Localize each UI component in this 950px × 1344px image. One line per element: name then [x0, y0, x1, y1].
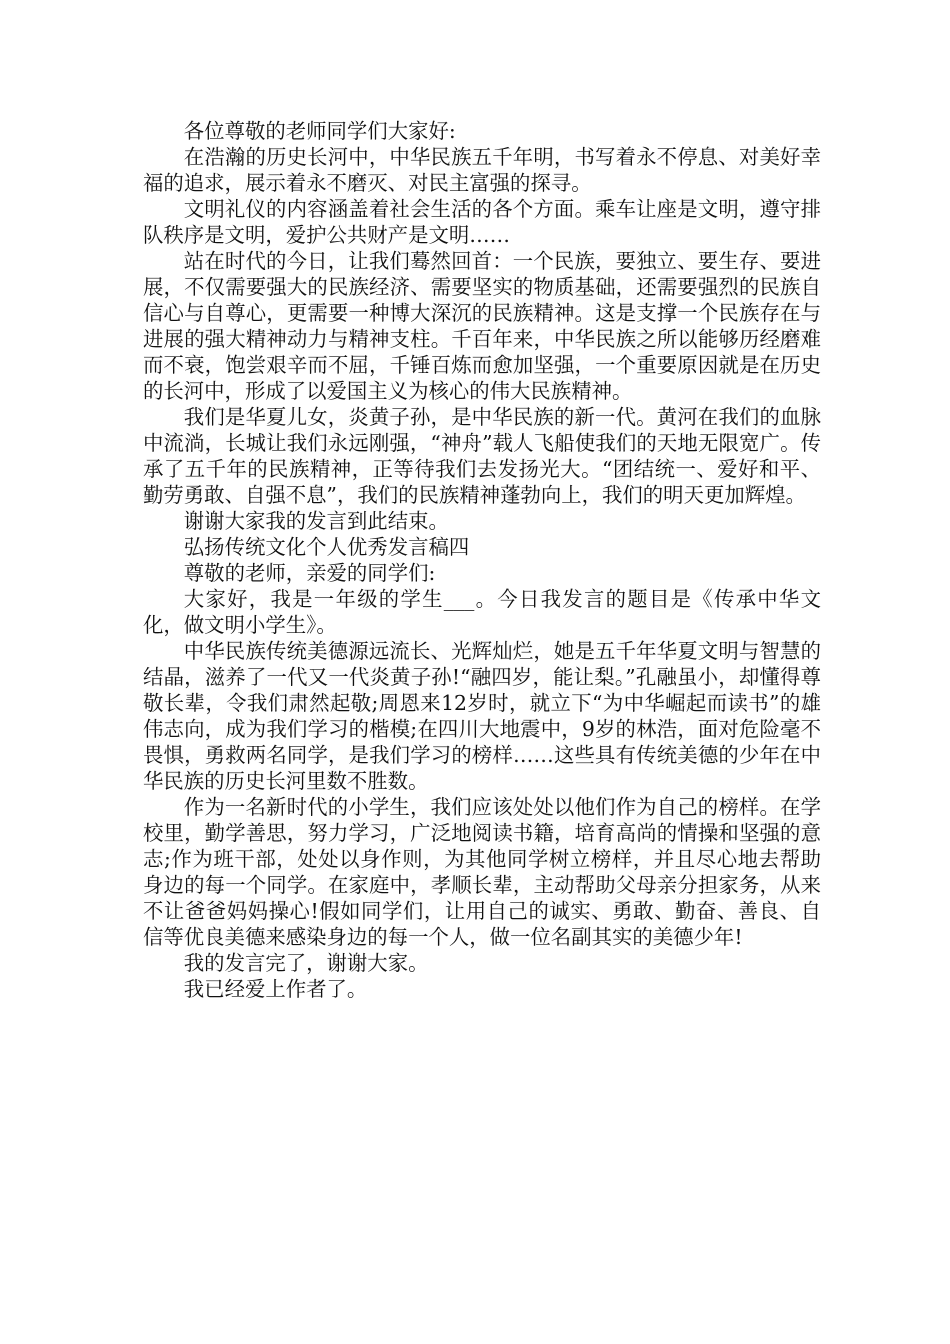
- body-paragraph: 中华民族传统美德源远流长、光辉灿烂，她是五千年华夏文明与智慧的结晶，滋养了一代又一代炎黄子孙!“融四岁，能让梨。”孔融虽小，却懂得尊敬长辈，令我们肃然起敬;周恩来12岁时，就立下“为中华崛起而读书”的雄伟志向，成为我们学习的楷模;在四川大地震中，9岁的林浩，面对危险毫不畏惧，勇救两名同学，是我们学习的榜样……这些具有传统美德的少年在中华民族的历史长河里数不胜数。: [143, 639, 821, 793]
- closing-paragraph: 我已经爱上作者了。: [183, 977, 368, 1001]
- closing-paragraph: 谢谢大家我的发言到此结束。: [183, 509, 449, 533]
- section-title: 弘扬传统文化个人优秀发言稿四: [183, 535, 470, 559]
- greeting-paragraph: 各位尊敬的老师同学们大家好:: [183, 119, 456, 143]
- document-page: [143, 118, 821, 1002]
- body-paragraph: 我们是华夏儿女，炎黄子孙，是中华民族的新一代。黄河在我们的血脉中流淌，长城让我们永远刚强，“神舟”载人飞船使我们的天地无限宽广。传承了五千年的民族精神，正等待我们去发扬光大。“团结统一、爱好和平、勤劳勇敢、自强不息”，我们的民族精神蓬勃向上，我们的明天更加辉煌。: [143, 405, 821, 507]
- body-paragraph: 站在时代的今日，让我们蓦然回首：一个民族，要独立、要生存、要进展，不仅需要强大的民族经济、需要坚实的物质基础，还需要强烈的民族自信心与自尊心，更需要一种博大深沉的民族精神。这是支撑一个民族存在与进展的强大精神动力与精神支柱。千百年来，中华民族之所以能够历经磨难而不衰，饱尝艰辛而不屈，千锤百炼而愈加坚强，一个重要原因就是在历史的长河中，形成了以爱国主义为核心的伟大民族精神。: [143, 249, 821, 403]
- body-paragraph: 在浩瀚的历史长河中，中华民族五千年明，书写着永不停息、对美好幸福的追求，展示着永不磨灭、对民主富强的探寻。: [143, 145, 821, 195]
- body-paragraph: 作为一名新时代的小学生，我们应该处处以他们作为自己的榜样。在学校里，勤学善思，努力学习，广泛地阅读书籍，培育高尚的情操和坚强的意志;作为班干部，处处以身作则，为其他同学树立榜样，并且尽心地去帮助身边的每一个同学。在家庭中，孝顺长辈，主动帮助父母亲分担家务，从来不让爸爸妈妈操心!假如同学们，让用自己的诚实、勇敢、勤奋、善良、自信等优良美德来感染身边的每一个人，做一位名副其实的美德少年!: [143, 795, 821, 949]
- greeting-paragraph: 尊敬的老师，亲爱的同学们:: [183, 561, 436, 585]
- body-paragraph: 文明礼仪的内容涵盖着社会生活的各个方面。乘车让座是文明，遵守排队秩序是文明，爱护公共财产是文明……: [143, 197, 821, 247]
- closing-paragraph: 我的发言完了，谢谢大家。: [183, 951, 429, 975]
- body-paragraph: 大家好，我是一年级的学生___。今日我发言的题目是《传承中华文化，做文明小学生》。: [143, 587, 821, 637]
